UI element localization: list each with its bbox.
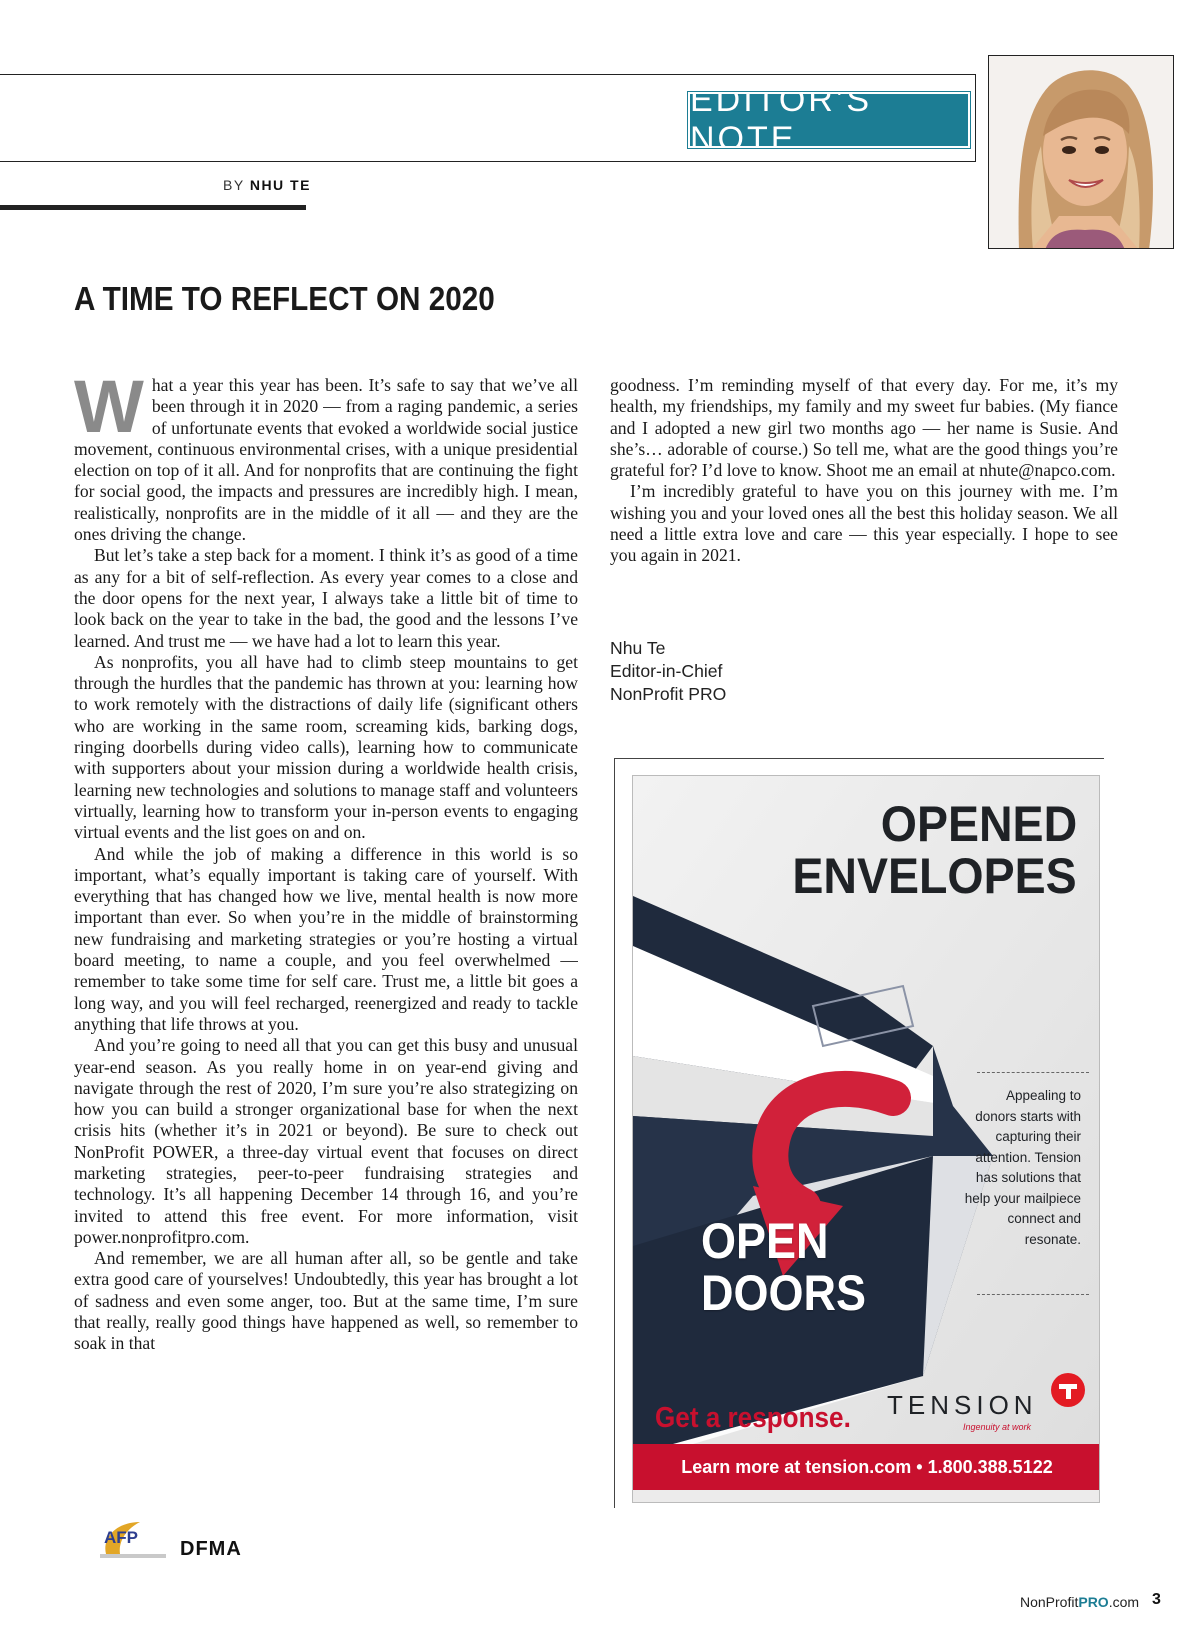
dfma-logo: DFMA <box>180 1538 242 1560</box>
ad-overlay-line1: OPEN <box>701 1213 829 1269</box>
byline <box>223 177 311 193</box>
article-paragraph: And remember, we are all human after all, so be gentle and take extra good care of yourselves! Undoubtedly, this year has brought a lot of sadness and even some anger, too. But at the same time, I’m sure that really, really good things have happened as well, so remember to soak in that <box>74 1248 578 1354</box>
ad-divider <box>977 1294 1089 1295</box>
ad-blurb: Appealing to donors starts with capturing their attention. Tension has solutions that help your mailpiece connect and resonate. <box>964 1088 1081 1247</box>
article-column-left <box>74 375 578 1495</box>
ad-overlay-line2: DOORS <box>701 1265 867 1321</box>
ad-divider <box>977 1072 1089 1073</box>
footer-site: NonProfitPRO.com <box>1020 1594 1140 1610</box>
ad-contact-bar: Learn more at tension.com • 1.800.388.5122 <box>633 1444 1100 1490</box>
article-paragraph: And while the job of making a difference in this world is so important, what’s equally important is taking care of yourself. With everything that has changed how we live, mental health is now more important than ever. So when you’re in the middle of brainstorming new fundraising and marketing strategies or you’re hosting a virtual board meeting, to name a couple, and you feel overwhelmed — remember to take some time for self care. Trust me, a little bit goes a long way, and you will feel recharged, reenergized and ready to tackle anything that life throws at you. <box>74 843 578 1034</box>
byline-author: NHU TE <box>249 177 311 193</box>
ad-cta: Get a response. <box>655 1402 851 1434</box>
author-photo <box>988 55 1174 249</box>
article-paragraph: What a year this year has been. It’s safe to say that we’ve all been through it in 2020 — from a raging pandemic, a series of unfortunate events that evoked a worldwide social justice movement, continuous environmental crises, with a unique presidential election on top of it all. And for nonprofits that are continuing the fight for social good, the impacts and pressures are incredibly high. I mean, realistically, nonprofits are in the middle of it all — and they are the ones driving the change. <box>74 375 578 545</box>
article-column-right <box>610 375 1118 567</box>
signature-name: Nhu Te <box>610 638 666 658</box>
signature <box>610 637 726 706</box>
article-paragraph: As nonprofits, you all have had to climb steep mountains to get through the hurdles that the pandemic has thrown at you: learning how to work remotely with the distractions of daily life (significant others who are working in the same room, screaming kids, barking dogs, ringing doorbells during video calls), learning how to communicate with supporters about your mission during a worldwide health crisis, learning new technologies and solutions to manage staff and volunteers virtually, learning how to transform your in-person events to engaging virtual events and the list goes on and on. <box>74 651 578 843</box>
signature-title: Editor-in-Chief <box>610 661 723 681</box>
article-paragraph: I’m incredibly grateful to have you on this journey with me. I’m wishing you and your loved ones all the best this holiday season. We all need a little extra love and care — this year especially. I hope to see you again in 2021. <box>610 481 1118 566</box>
byline-rule <box>0 205 306 210</box>
signature-publication: NonProfit PRO <box>610 684 727 704</box>
article-paragraph: And you’re going to need all that you can get this busy and unusual year-end season. As you really home in on year-end giving and navigate through the rest of 2020, I’m sure you’re also strategizing on how you can build a stronger organizational base for when the next crisis hits (whether it’s in 2021 or beyond). Be sure to check out NonProfit POWER, a three-day virtual event that focuses on direct marketing strategies, peer-to-peer fundraising strategies and technology. It’s all happening December 14 through 16, and you’re invited to attend this free event. For more information, visit power.nonprofitpro.com. <box>74 1035 578 1247</box>
section-tag: EDITOR’S NOTE <box>688 92 970 148</box>
ad-title-line2: ENVELOPES <box>792 848 1077 904</box>
drop-cap: W <box>74 375 144 448</box>
byline-prefix: BY <box>223 177 245 193</box>
tension-logo: TENSION <box>887 1390 1038 1420</box>
ad-title-line1: OPENED <box>880 796 1077 852</box>
tension-advertisement <box>632 775 1100 1503</box>
page-number: 3 <box>1152 1591 1161 1608</box>
tension-t-icon <box>1051 1373 1085 1407</box>
headline: A TIME TO REFLECT ON 2020 <box>74 280 495 317</box>
article-paragraph: But let’s take a step back for a moment. I think it’s as good of a time as any for a bit of self-reflection. As every year comes to a close and the door opens for the next year, I always take a little bit of time to look back on the year to take in the bad, the good and the lessons I’ve learned. And trust me — we have had a lot to learn this year. <box>74 545 578 651</box>
article-paragraph: goodness. I’m reminding myself of that every day. For me, it’s my health, my friendships, my family and my sweet fur babies. (My fiance and I adopted a new girl two months ago — her name is Susie. And she’s… adorable of course.) So tell me, what are the good things you’re grateful for? I’d love to know. Shoot me an email at nhute@napco.com. <box>610 375 1118 481</box>
ad-brand-tagline: Ingenuity at work <box>963 1422 1032 1432</box>
afp-logo: AFP <box>104 1528 138 1547</box>
